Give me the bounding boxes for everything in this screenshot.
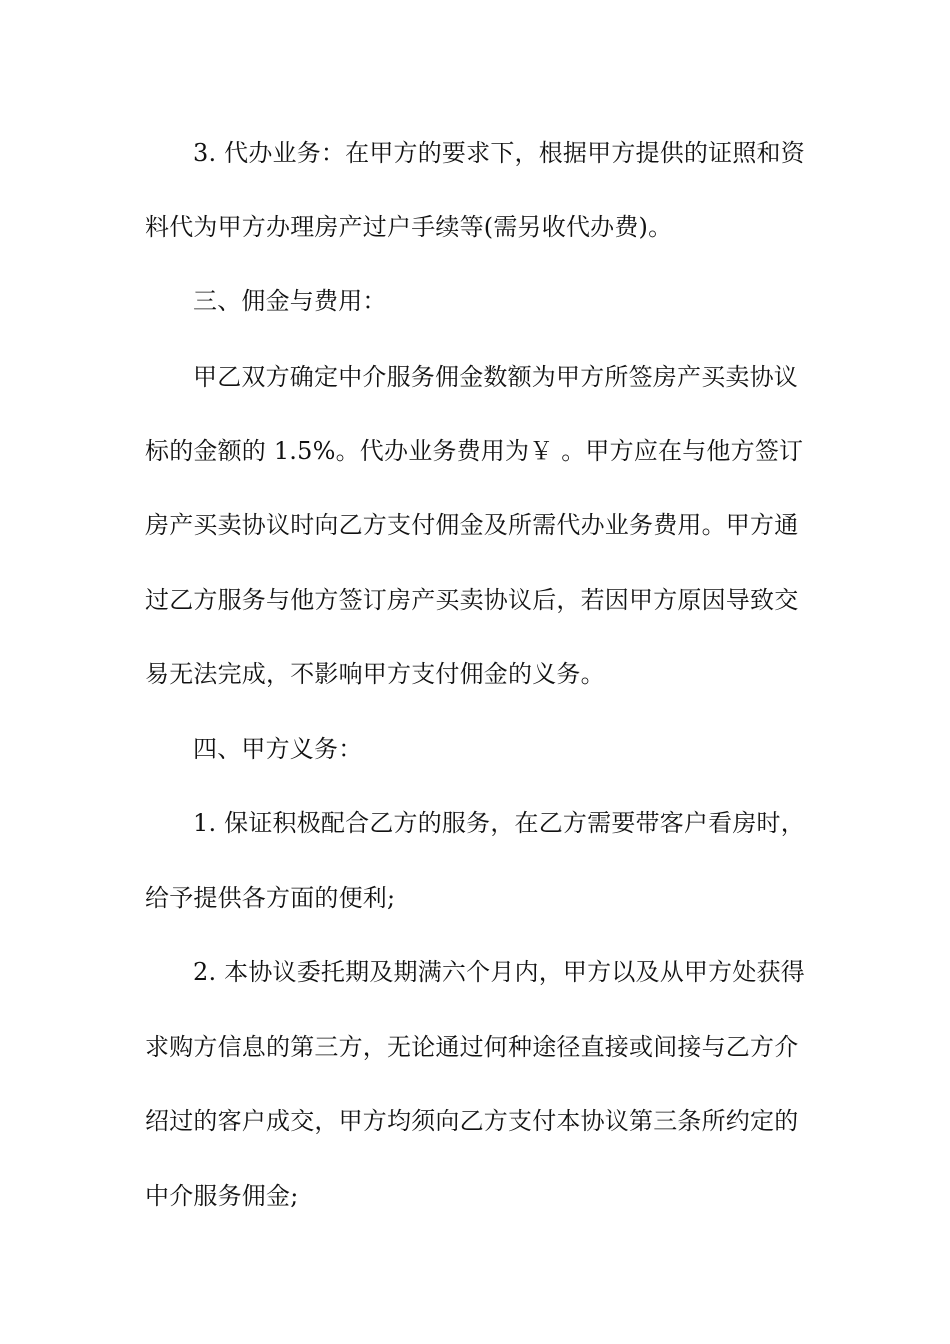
paragraph-line: 料代为甲方办理房产过户手续等(需另收代办费)。	[145, 213, 673, 241]
paragraph-line: 标的金额的 1.5%。代办业务费用为￥ 。甲方应在与他方签订	[145, 437, 804, 465]
paragraph-line: 给予提供各方面的便利;	[145, 884, 396, 912]
paragraph-line: 易无法完成，不影响甲方支付佣金的义务。	[145, 660, 605, 688]
paragraph-line: 甲乙双方确定中介服务佣金数额为甲方所签房产买卖协议	[193, 363, 798, 391]
section-heading: 三、佣金与费用：	[193, 287, 387, 315]
paragraph-line: 3. 代办业务：在甲方的要求下，根据甲方提供的证照和资	[193, 139, 805, 167]
paragraph-line: 中介服务佣金;	[145, 1182, 299, 1210]
section-heading: 四、甲方义务：	[193, 735, 363, 763]
paragraph-line: 绍过的客户成交，甲方均须向乙方支付本协议第三条所约定的	[145, 1107, 799, 1135]
paragraph-line: 1. 保证积极配合乙方的服务，在乙方需要带客户看房时，	[193, 809, 805, 837]
paragraph-line: 求购方信息的第三方，无论通过何种途径直接或间接与乙方介	[145, 1033, 799, 1061]
paragraph-line: 2. 本协议委托期及期满六个月内，甲方以及从甲方处获得	[193, 958, 805, 986]
paragraph-line: 过乙方服务与他方签订房产买卖协议后，若因甲方原因导致交	[145, 586, 799, 614]
paragraph-line: 房产买卖协议时向乙方支付佣金及所需代办业务费用。甲方通	[145, 511, 799, 539]
